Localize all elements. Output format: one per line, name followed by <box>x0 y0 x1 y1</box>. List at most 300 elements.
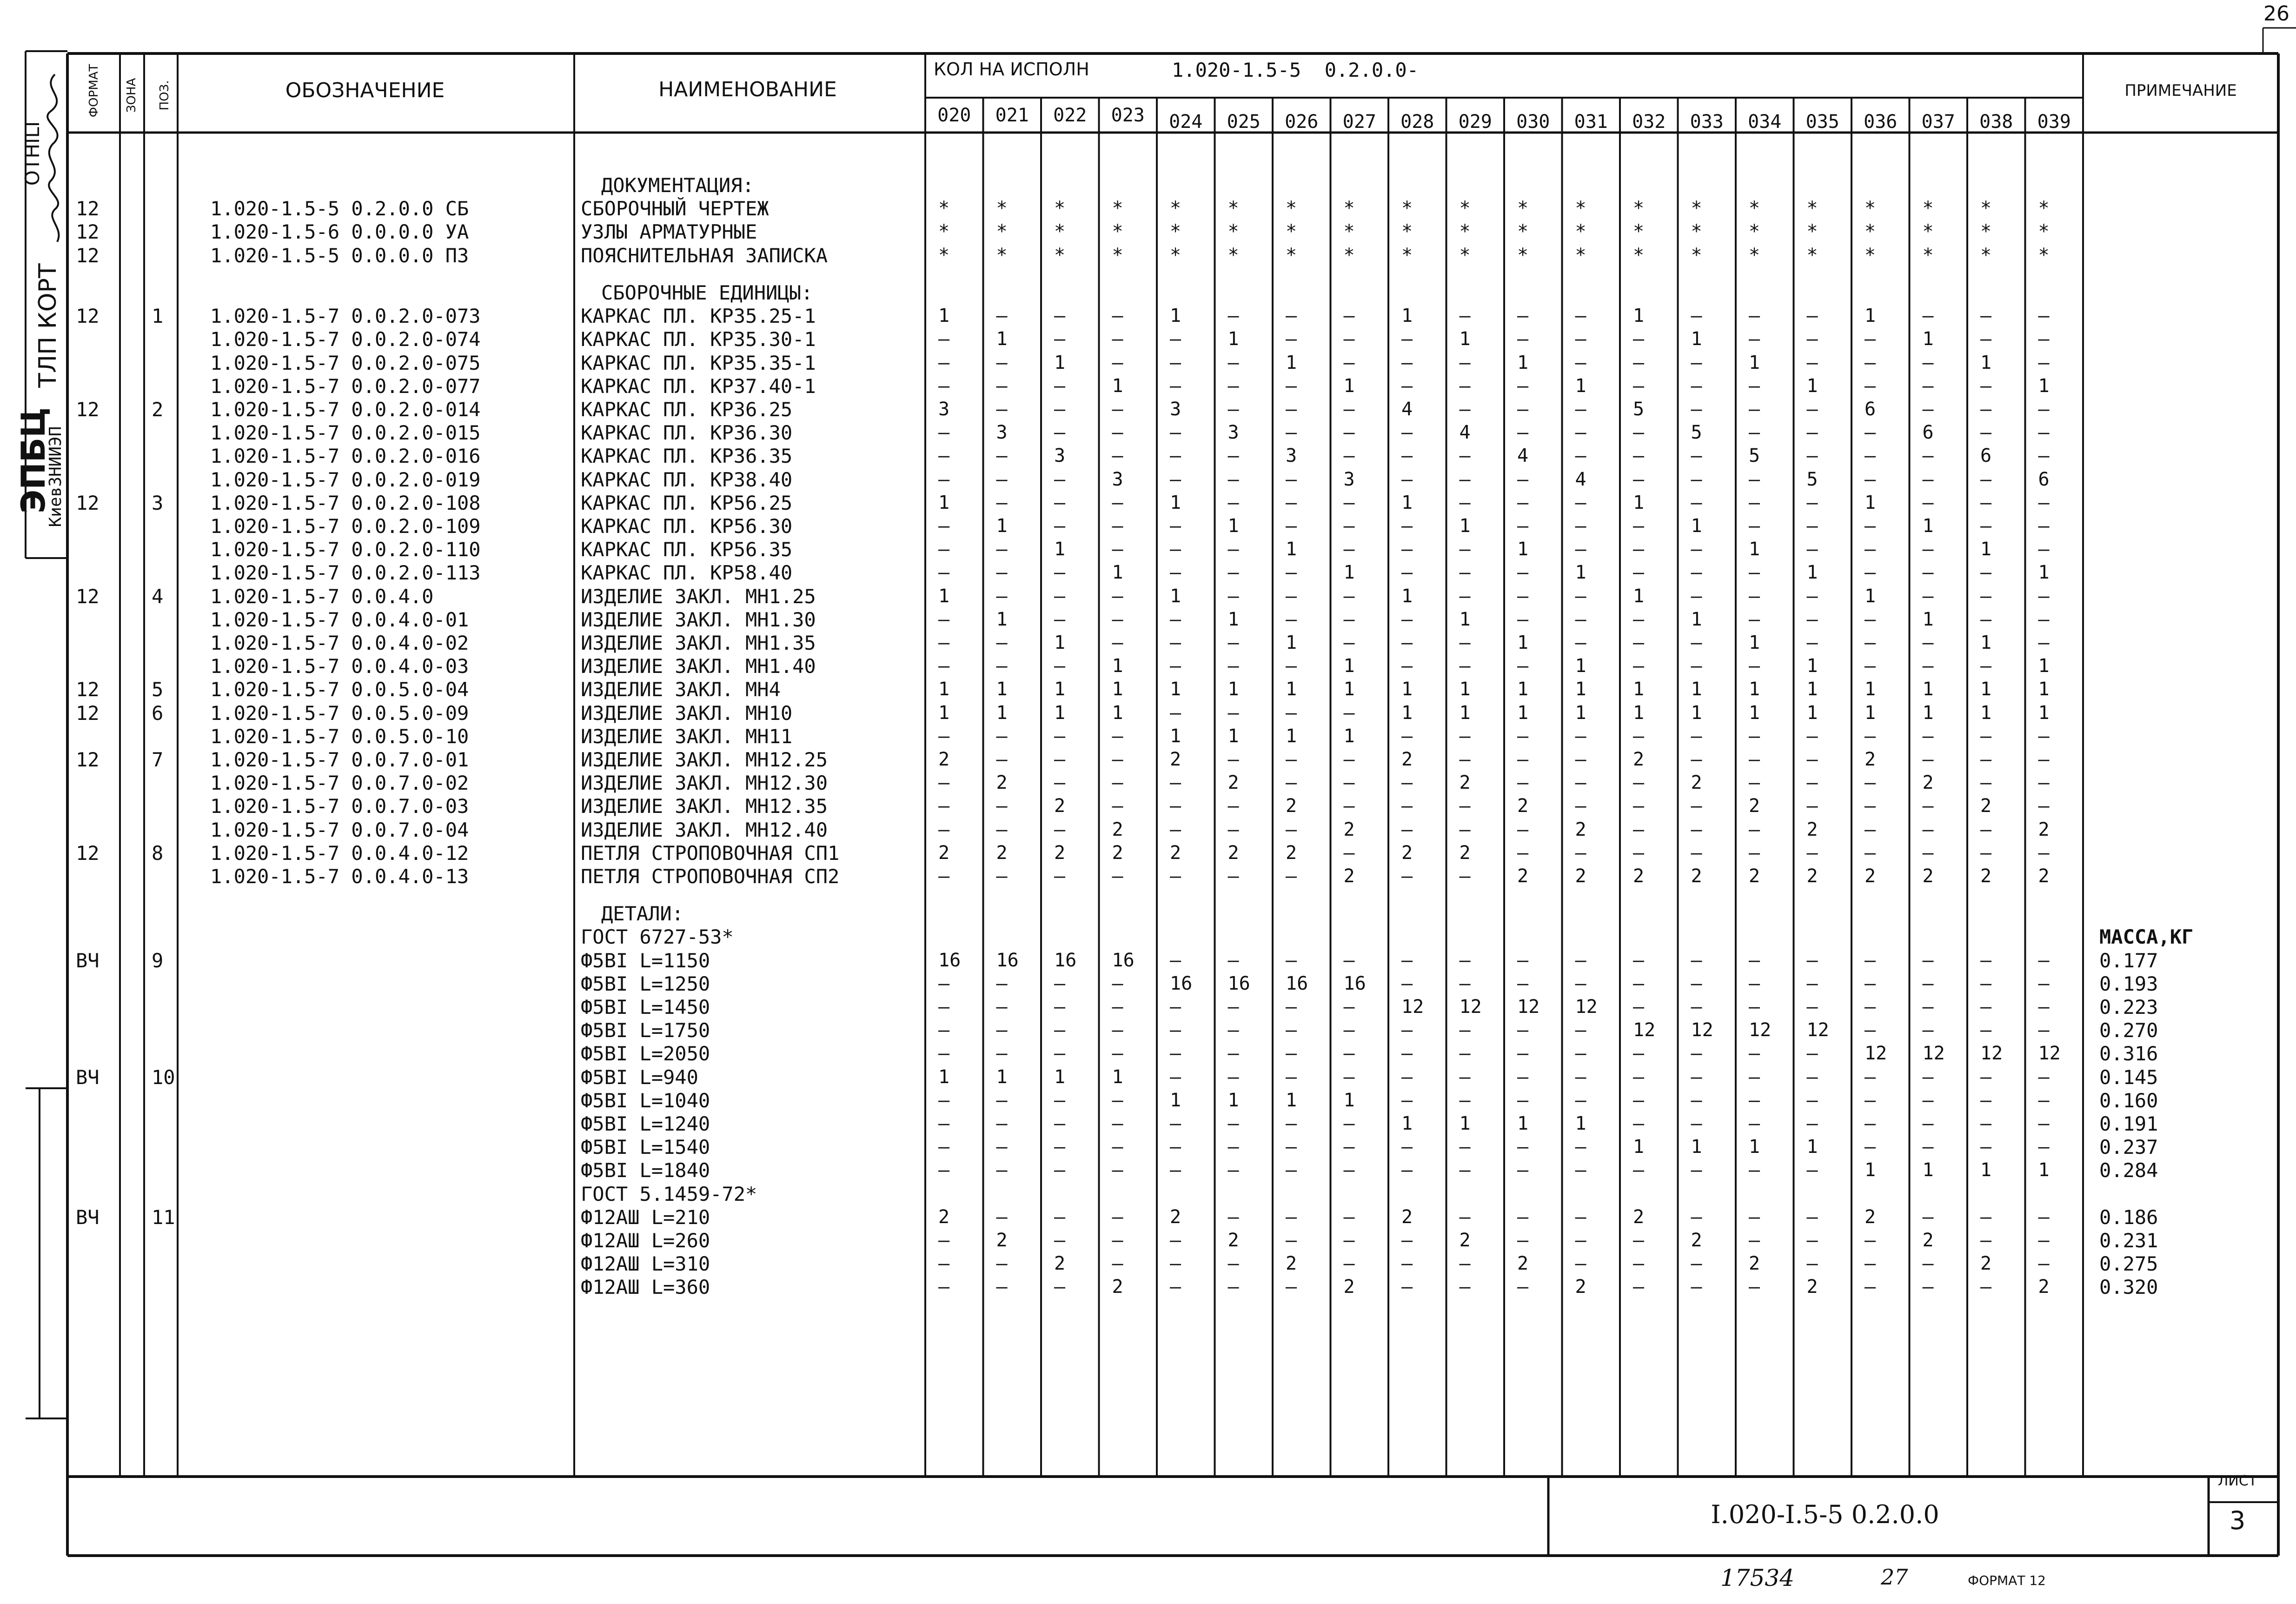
row-quantity: 2 <box>996 772 1008 794</box>
row-quantity: 2 <box>1980 865 1992 887</box>
row-designation: 1.020-1.5-7 0.0.7.0-03 <box>210 795 469 818</box>
row-designation: 1.020-1.5-7 0.0.2.0-077 <box>210 374 481 398</box>
row-quantity: – <box>1459 1066 1471 1088</box>
row-quantity: 12 <box>1401 996 1424 1018</box>
row-quantity: – <box>1401 1159 1413 1181</box>
row-quantity: 1 <box>938 679 950 700</box>
row-name: КАРКАС ПЛ. КР36.30 <box>581 421 793 445</box>
row-quantity: 1 <box>1286 539 1297 560</box>
row-quantity: 2 <box>1633 748 1645 770</box>
row-quantity: – <box>1633 996 1645 1018</box>
row-quantity: * <box>1575 198 1586 220</box>
row-quantity: – <box>1980 748 1992 770</box>
row-quantity: 2 <box>1517 1253 1529 1275</box>
row-name: КАРКАС ПЛ. КР58.40 <box>581 561 793 585</box>
row-quantity: 2 <box>1286 795 1297 817</box>
row-quantity: 1 <box>1054 679 1066 700</box>
row-name: Ф12АШ L=310 <box>581 1252 710 1276</box>
row-quantity: – <box>1228 865 1239 887</box>
row-name: Ф5ВI L=2050 <box>581 1042 710 1065</box>
row-quantity: – <box>1517 972 1529 994</box>
row-quantity: * <box>1980 221 1992 243</box>
variant-header-024: 024 <box>1169 111 1203 133</box>
row-quantity: – <box>1633 842 1645 864</box>
row-quantity: 1 <box>1343 725 1355 747</box>
row-quantity: * <box>938 244 950 266</box>
section-heading: ДЕТАЛИ: <box>601 902 684 925</box>
row-quantity: – <box>1228 1019 1239 1041</box>
row-quantity: * <box>1980 244 1992 266</box>
row-quantity: – <box>1401 725 1413 747</box>
row-quantity: – <box>938 1019 950 1041</box>
row-quantity: – <box>1054 398 1066 420</box>
row-quantity: – <box>1575 585 1586 607</box>
row-quantity: – <box>1922 375 1934 397</box>
row-name: КАРКАС ПЛ. КР35.35-1 <box>581 351 816 374</box>
row-quantity: – <box>1691 1043 1702 1065</box>
row-quantity: * <box>1980 198 1992 220</box>
row-quantity: – <box>1401 772 1413 794</box>
row-quantity: – <box>1749 725 1760 747</box>
row-quantity: – <box>1575 539 1586 560</box>
row-quantity: – <box>1054 1019 1066 1041</box>
row-quantity: – <box>1286 655 1297 677</box>
row-quantity: – <box>938 468 950 490</box>
row-quantity: – <box>1865 328 1876 350</box>
row-mass: 0.231 <box>2099 1229 2158 1252</box>
row-quantity: – <box>1343 398 1355 420</box>
row-quantity: 2 <box>1517 795 1529 817</box>
row-quantity: – <box>1401 539 1413 560</box>
row-quantity: – <box>1343 328 1355 350</box>
row-quantity: – <box>938 1089 950 1111</box>
row-quantity: 2 <box>1343 865 1355 887</box>
row-quantity: – <box>996 972 1008 994</box>
row-quantity: – <box>1517 1276 1529 1298</box>
row-quantity: – <box>1922 819 1934 840</box>
row-quantity: – <box>1343 1113 1355 1135</box>
row-quantity: – <box>1517 1136 1529 1158</box>
row-designation: 1.020-1.5-7 0.0.2.0-075 <box>210 351 481 374</box>
row-quantity: – <box>1980 655 1992 677</box>
row-quantity: * <box>1749 198 1760 220</box>
row-quantity: 1 <box>1865 679 1876 700</box>
row-quantity: 16 <box>1343 972 1366 994</box>
row-quantity: – <box>1865 515 1876 537</box>
row-quantity: – <box>1749 1230 1760 1251</box>
row-quantity: – <box>1865 375 1876 397</box>
row-quantity: 1 <box>1286 352 1297 373</box>
row-quantity: – <box>2038 632 2050 653</box>
row-designation: 1.020-1.5-7 0.0.2.0-074 <box>210 328 481 351</box>
row-quantity: 2 <box>1170 842 1181 864</box>
row-quantity: – <box>1517 1206 1529 1228</box>
row-quantity: – <box>1575 1136 1586 1158</box>
row-quantity: 1 <box>1054 702 1066 724</box>
row-quantity: 2 <box>1980 1253 1992 1275</box>
row-quantity: – <box>1459 1276 1471 1298</box>
row-quantity: – <box>1806 795 1818 817</box>
row-quantity: 2 <box>1343 1276 1355 1298</box>
row-quantity: – <box>1343 1136 1355 1158</box>
row-quantity: – <box>1980 842 1992 864</box>
row-quantity: – <box>1806 996 1818 1018</box>
footer-format-label: ФОРМАТ 12 <box>1968 1573 2046 1588</box>
row-quantity: – <box>1343 702 1355 724</box>
row-name: КАРКАС ПЛ. КР37.40-1 <box>581 374 816 398</box>
row-name: ПОЯСНИТЕЛЬНАЯ ЗАПИСКА <box>581 244 828 267</box>
row-quantity: – <box>1575 1043 1586 1065</box>
row-quantity: 1 <box>938 702 950 724</box>
row-quantity: – <box>1980 468 1992 490</box>
row-quantity: 1 <box>1806 562 1818 584</box>
row-quantity: 1 <box>1691 702 1702 724</box>
row-quantity: 1 <box>2038 679 2050 700</box>
row-quantity: – <box>1691 972 1702 994</box>
row-quantity: – <box>1112 305 1123 327</box>
row-quantity: 1 <box>1633 679 1645 700</box>
row-quantity: – <box>1112 1136 1123 1158</box>
row-quantity: 2 <box>1170 1206 1181 1228</box>
row-quantity: – <box>1170 702 1181 724</box>
row-designation: 1.020-1.5-7 0.0.2.0-014 <box>210 398 481 421</box>
row-quantity: – <box>1980 562 1992 584</box>
row-quantity: – <box>1806 632 1818 653</box>
row-mass: 0.177 <box>2099 949 2158 972</box>
row-quantity: – <box>938 539 950 560</box>
row-quantity: 6 <box>1865 398 1876 420</box>
row-position: 8 <box>152 841 164 865</box>
row-designation: 1.020-1.5-7 0.0.4.0-03 <box>210 655 469 678</box>
row-quantity: – <box>1691 1276 1702 1298</box>
row-quantity: – <box>1691 1206 1702 1228</box>
row-quantity: – <box>2038 1113 2050 1135</box>
row-quantity: – <box>1633 1276 1645 1298</box>
row-quantity: – <box>1691 1159 1702 1181</box>
row-quantity: – <box>1865 352 1876 373</box>
row-quantity: – <box>1806 608 1818 630</box>
row-quantity: – <box>1459 445 1471 467</box>
variant-header-036: 036 <box>1864 111 1898 133</box>
row-quantity: * <box>1575 221 1586 243</box>
row-quantity: 1 <box>2038 702 2050 724</box>
row-quantity: – <box>1633 795 1645 817</box>
row-quantity: 1 <box>1633 492 1645 513</box>
row-quantity: – <box>1575 352 1586 373</box>
row-quantity: – <box>1054 819 1066 840</box>
header-designation: ОБОЗНАЧЕНИЕ <box>285 79 445 102</box>
row-quantity: – <box>1401 608 1413 630</box>
row-quantity: – <box>2038 1066 2050 1088</box>
row-quantity: – <box>996 375 1008 397</box>
row-quantity: – <box>2038 398 2050 420</box>
row-quantity: – <box>1749 328 1760 350</box>
row-quantity: – <box>1749 996 1760 1018</box>
row-quantity: – <box>1228 375 1239 397</box>
row-quantity: – <box>1228 702 1239 724</box>
row-quantity: 1 <box>1517 352 1529 373</box>
row-quantity: 1 <box>1865 702 1876 724</box>
row-quantity: – <box>1170 328 1181 350</box>
row-quantity: 4 <box>1401 398 1413 420</box>
row-quantity: – <box>938 375 950 397</box>
row-quantity: – <box>2038 539 2050 560</box>
row-quantity: – <box>1112 515 1123 537</box>
row-quantity: – <box>1865 842 1876 864</box>
row-name: КАРКАС ПЛ. КР36.35 <box>581 445 793 468</box>
row-quantity: 1 <box>1054 352 1066 373</box>
row-quantity: – <box>1170 1159 1181 1181</box>
row-quantity: – <box>1343 445 1355 467</box>
row-quantity: – <box>1749 842 1760 864</box>
row-designation: 1.020-1.5-7 0.0.5.0-04 <box>210 678 469 701</box>
row-quantity: – <box>1401 1253 1413 1275</box>
row-quantity: – <box>2038 725 2050 747</box>
row-quantity: – <box>1980 972 1992 994</box>
row-quantity: – <box>938 445 950 467</box>
row-quantity: – <box>1806 1113 1818 1135</box>
row-quantity: – <box>1749 1089 1760 1111</box>
row-format: 12 <box>76 244 100 267</box>
row-quantity: * <box>1401 244 1413 266</box>
row-quantity: – <box>996 492 1008 513</box>
row-quantity: 1 <box>1691 328 1702 350</box>
row-quantity: – <box>1575 842 1586 864</box>
row-quantity: – <box>1980 375 1992 397</box>
row-quantity: – <box>1749 1159 1760 1181</box>
row-quantity: 1 <box>1865 585 1876 607</box>
row-designation: 1.020-1.5-7 0.0.2.0-108 <box>210 491 481 514</box>
row-quantity: – <box>1401 468 1413 490</box>
row-quantity: – <box>938 352 950 373</box>
row-quantity: – <box>1054 725 1066 747</box>
row-quantity: – <box>1054 772 1066 794</box>
row-name: Ф5ВI L=1750 <box>581 1019 710 1042</box>
row-quantity: * <box>1633 244 1645 266</box>
row-quantity: – <box>1749 375 1760 397</box>
row-quantity: * <box>1343 244 1355 266</box>
row-mass: 0.284 <box>2099 1159 2158 1182</box>
row-designation: 1.020-1.5-7 0.0.7.0-04 <box>210 818 469 841</box>
row-quantity: 2 <box>1865 1206 1876 1228</box>
row-format: 12 <box>76 678 100 701</box>
row-quantity: 2 <box>1865 748 1876 770</box>
row-quantity: * <box>1459 198 1471 220</box>
row-quantity: 1 <box>1633 305 1645 327</box>
row-quantity: – <box>1459 562 1471 584</box>
row-quantity: 2 <box>1343 819 1355 840</box>
row-quantity: 1 <box>1228 1089 1239 1111</box>
row-designation: 1.020-1.5-7 0.0.4.0 <box>210 585 434 608</box>
row-quantity: – <box>1054 375 1066 397</box>
row-quantity: 1 <box>1749 352 1760 373</box>
row-quantity: – <box>1749 1206 1760 1228</box>
row-quantity: * <box>1228 198 1239 220</box>
row-quantity: – <box>1633 655 1645 677</box>
footer-copy-number: 27 <box>1881 1564 1908 1590</box>
row-name: ИЗДЕЛИЕ ЗАКЛ. МН12.25 <box>581 748 828 771</box>
row-quantity: – <box>1980 608 1992 630</box>
row-quantity: – <box>1980 1113 1992 1135</box>
row-quantity: – <box>1228 655 1239 677</box>
row-quantity: – <box>1633 972 1645 994</box>
row-quantity: – <box>1054 585 1066 607</box>
row-name: КАРКАС ПЛ. КР36.25 <box>581 398 793 421</box>
row-name: КАРКАС ПЛ. КР35.30-1 <box>581 328 816 351</box>
row-quantity: – <box>1401 655 1413 677</box>
row-quantity: – <box>1170 422 1181 444</box>
row-quantity: – <box>1054 492 1066 513</box>
row-quantity: 3 <box>1170 398 1181 420</box>
row-quantity: 1 <box>1980 539 1992 560</box>
row-quantity: 1 <box>1980 702 1992 724</box>
row-quantity: – <box>1112 1019 1123 1041</box>
row-quantity: – <box>1112 422 1123 444</box>
row-quantity: * <box>1806 198 1818 220</box>
row-quantity: – <box>1980 772 1992 794</box>
row-quantity: – <box>996 352 1008 373</box>
row-quantity: 2 <box>996 1230 1008 1251</box>
row-quantity: – <box>938 795 950 817</box>
row-quantity: 2 <box>1401 1206 1413 1228</box>
row-quantity: – <box>1806 492 1818 513</box>
row-position: 11 <box>152 1205 175 1229</box>
row-name: КАРКАС ПЛ. КР56.25 <box>581 491 793 514</box>
row-quantity: – <box>1633 608 1645 630</box>
row-quantity: – <box>1170 1066 1181 1088</box>
row-quantity: – <box>1170 996 1181 1018</box>
row-quantity: 2 <box>2038 1276 2050 1298</box>
variant-header-038: 038 <box>1979 111 2013 133</box>
row-quantity: – <box>1459 972 1471 994</box>
row-quantity: – <box>1517 1019 1529 1041</box>
row-quantity: 6 <box>1922 422 1934 444</box>
row-quantity: 1 <box>1806 1136 1818 1158</box>
row-quantity: – <box>996 655 1008 677</box>
row-quantity: – <box>2038 305 2050 327</box>
row-quantity: 4 <box>1459 422 1471 444</box>
row-quantity: – <box>1980 1230 1992 1251</box>
row-quantity: – <box>1980 1206 1992 1228</box>
row-quantity: – <box>1575 949 1586 971</box>
row-quantity: 16 <box>1170 972 1193 994</box>
row-quantity: 1 <box>1401 305 1413 327</box>
row-quantity: – <box>1054 608 1066 630</box>
row-designation: 1.020-1.5-5 0.2.0.0 СБ <box>210 197 469 220</box>
row-quantity: – <box>1517 819 1529 840</box>
row-quantity: – <box>1112 996 1123 1018</box>
row-quantity: – <box>1575 492 1586 513</box>
row-quantity: – <box>1343 1206 1355 1228</box>
row-quantity: – <box>1922 842 1934 864</box>
row-quantity: – <box>1865 1066 1876 1088</box>
row-quantity: * <box>1401 198 1413 220</box>
variant-header-020: 020 <box>937 105 971 126</box>
row-quantity: – <box>1980 1276 1992 1298</box>
row-quantity: * <box>1633 198 1645 220</box>
row-quantity: – <box>996 398 1008 420</box>
row-mass: 0.160 <box>2099 1089 2158 1112</box>
row-quantity: 3 <box>996 422 1008 444</box>
row-position: 1 <box>152 305 164 328</box>
row-quantity: 1 <box>1575 655 1586 677</box>
row-quantity: 2 <box>1286 1253 1297 1275</box>
row-quantity: – <box>1633 445 1645 467</box>
row-quantity: – <box>996 1136 1008 1158</box>
row-quantity: – <box>1865 1253 1876 1275</box>
row-quantity: 1 <box>1343 655 1355 677</box>
row-quantity: – <box>1228 795 1239 817</box>
row-mass: 0.275 <box>2099 1252 2158 1276</box>
row-designation: 1.020-1.5-7 0.0.2.0-073 <box>210 305 481 328</box>
row-quantity: 16 <box>996 949 1019 971</box>
row-designation: 1.020-1.5-6 0.0.0.0 УА <box>210 220 469 244</box>
row-quantity: – <box>1806 972 1818 994</box>
row-mass: 0.316 <box>2099 1042 2158 1065</box>
row-quantity: – <box>1228 1043 1239 1065</box>
row-quantity: 2 <box>1228 842 1239 864</box>
row-quantity: 1 <box>1401 585 1413 607</box>
row-quantity: * <box>996 221 1008 243</box>
row-quantity: – <box>1749 492 1760 513</box>
row-quantity: – <box>1343 1019 1355 1041</box>
row-quantity: – <box>1170 655 1181 677</box>
row-quantity: * <box>996 244 1008 266</box>
row-quantity: * <box>1112 221 1123 243</box>
row-name: ИЗДЕЛИЕ ЗАКЛ. МН1.35 <box>581 631 816 654</box>
row-quantity: 16 <box>1112 949 1135 971</box>
row-quantity: – <box>1633 725 1645 747</box>
row-quantity: – <box>1517 328 1529 350</box>
row-quantity: – <box>938 655 950 677</box>
row-quantity: – <box>1633 1066 1645 1088</box>
row-quantity: – <box>996 748 1008 770</box>
row-quantity: – <box>1806 328 1818 350</box>
row-quantity: 2 <box>1459 842 1471 864</box>
row-quantity: – <box>1806 515 1818 537</box>
row-quantity: 2 <box>1228 1230 1239 1251</box>
row-quantity: – <box>1228 819 1239 840</box>
row-quantity: – <box>1112 1043 1123 1065</box>
row-quantity: – <box>1286 1276 1297 1298</box>
row-quantity: – <box>1806 398 1818 420</box>
row-quantity: 1 <box>1633 1136 1645 1158</box>
row-quantity: – <box>1922 562 1934 584</box>
row-quantity: – <box>1691 655 1702 677</box>
row-quantity: * <box>1170 198 1181 220</box>
row-quantity: 1 <box>1401 492 1413 513</box>
row-quantity: 1 <box>1054 1066 1066 1088</box>
row-quantity: 1 <box>1517 1113 1529 1135</box>
row-quantity: – <box>938 1253 950 1275</box>
row-quantity: – <box>996 1113 1008 1135</box>
row-quantity: – <box>1054 515 1066 537</box>
row-quantity: 1 <box>1459 515 1471 537</box>
row-designation: 1.020-1.5-7 0.0.7.0-01 <box>210 748 469 771</box>
row-quantity: * <box>1575 244 1586 266</box>
row-quantity: 16 <box>938 949 961 971</box>
row-quantity: – <box>1633 328 1645 350</box>
row-quantity: 16 <box>1286 972 1308 994</box>
row-quantity: – <box>1228 1066 1239 1088</box>
row-quantity: – <box>1286 328 1297 350</box>
row-quantity: – <box>1517 515 1529 537</box>
row-quantity: – <box>1806 1159 1818 1181</box>
row-quantity: – <box>1865 422 1876 444</box>
variant-header-031: 031 <box>1574 111 1608 133</box>
row-quantity: – <box>1459 352 1471 373</box>
row-quantity: 1 <box>2038 375 2050 397</box>
